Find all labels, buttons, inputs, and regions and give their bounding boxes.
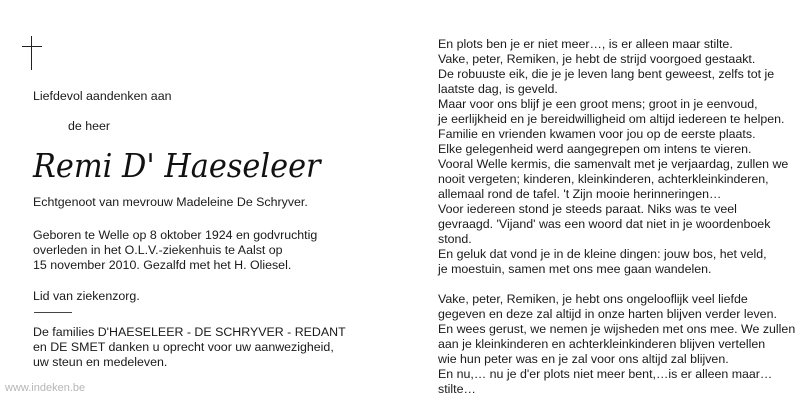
divider	[34, 312, 72, 313]
poem-line: stilte…	[438, 382, 476, 396]
membership-text: Lid van ziekenzorg.	[33, 289, 140, 303]
thanks-line: De families D'HAESELEER - DE SCHRYVER - REDANT	[33, 325, 346, 339]
poem-line: Vake, peter, Remiken, je hebt de strijd voorgoed gestaakt.	[438, 52, 756, 66]
poem-line: wie hun peter was en je zal voor ons altijd zal blijven.	[438, 352, 729, 366]
cross-icon	[22, 36, 42, 70]
poem-line: En plots ben je er niet meer…, is er alleen maar stilte.	[438, 37, 733, 51]
poem-line: En wees gerust, we nemen je wijsheden met ons mee. We zullen	[438, 322, 796, 336]
poem-line: nooit vergeten; kinderen, kleinkinderen, achterkleinkinderen,	[438, 172, 769, 186]
poem-line: De robuuste eik, die je je leven lang bent geweest, zelfs tot je	[438, 67, 775, 81]
poem-line: Voor iedereen stond je steeds paraat. Niks was te veel	[438, 202, 737, 216]
poem-line: En geluk dat vond je in de kleine dingen: jouw bos, het veld,	[438, 247, 767, 261]
intro-text: Liefdevol aandenken aan	[33, 89, 172, 103]
thanks-line: uw steun en medeleven.	[33, 355, 168, 369]
poem-line: stond.	[438, 232, 472, 246]
poem-line: aan je kleinkinderen en achterkleinkinderen blijven vertellen	[438, 337, 766, 351]
poem-line: laatste dag, is geveld.	[438, 82, 558, 96]
poem-line: allemaal rond de tafel. 't Zijn mooie herinneringen…	[438, 187, 722, 201]
poem-line: En nu,… nu je d'er plots niet meer bent,…is er alleen maar…	[438, 367, 773, 381]
thanks-line: en DE SMET danken u oprecht voor uw aanwezigheid,	[33, 340, 334, 354]
bio-line: overleden in het O.L.V.-ziekenhuis te Aalst op	[33, 243, 283, 257]
bio-line: 15 november 2010. Gezalfd met het H. Oliesel.	[33, 258, 292, 272]
poem	[438, 37, 796, 397]
poem-line: Elke gelegenheid werd aangegrepen om intens te vieren.	[438, 142, 752, 156]
deceased-name: Remi D' Haeseleer	[33, 146, 321, 185]
poem-line: je eerlijkheid en je bereidwilligheid om altijd iedereen te helpen.	[438, 112, 785, 126]
watermark: www.indeken.be	[5, 382, 86, 394]
poem-line: gevraagd. 'Vijand' was een woord dat niet in je woordenboek	[438, 217, 771, 231]
bio-line: Geboren te Welle op 8 oktober 1924 en godvruchtig	[33, 228, 318, 242]
poem-line: je moestuin, samen met ons mee gaan wandelen.	[438, 262, 712, 276]
poem-line: Maar voor ons blijf je een groot mens; groot in je eenvoud,	[438, 97, 758, 111]
poem-line: Vake, peter, Remiken, je hebt ons ongelooflijk veel liefde	[438, 292, 748, 306]
poem-line: Familie en vrienden kwamen voor jou op de eerste plaats.	[438, 127, 756, 141]
stanza-gap	[438, 277, 778, 292]
poem-line: gegeven en deze zal altijd in onze harten blijven verder leven.	[438, 307, 777, 321]
poem-line: Vooral Welle kermis, die samenvalt met je verjaardag, zullen we	[438, 157, 789, 171]
spouse-text: Echtgenoot van mevrouw Madeleine De Schryver.	[33, 195, 308, 209]
title-text: de heer	[68, 119, 111, 133]
